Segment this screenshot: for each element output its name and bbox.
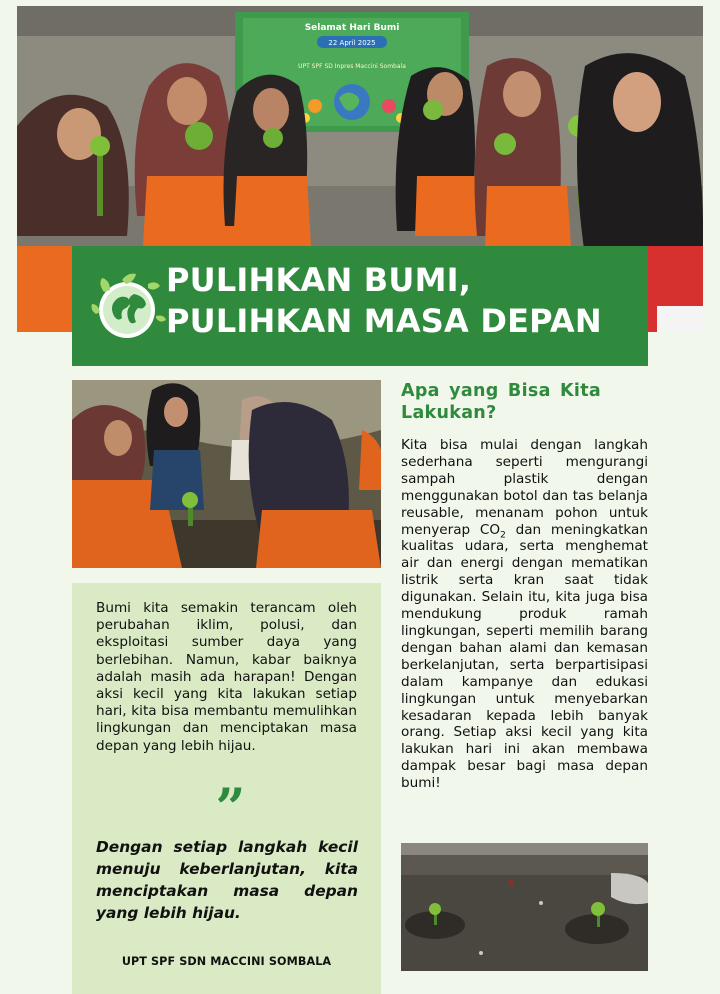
planted-seedlings-photo	[401, 843, 648, 971]
headline-banner	[72, 246, 648, 366]
actions-paragraph-part2: dan meningkatkan kualitas udara, serta menghemat air dan energi dengan mematikan listrik serta kran saat tidak digunakan. Selain itu, kita juga bisa mendukung produk ramah lingkungan, seperti memilih barang dengan bahan alami dan kemasan berkelanjutan, serta berpartisipasi dalam kampanye dan edukasi lingkungan untuk menyebarkan kesadaran kepada lebih banyak orang. Setiap aksi kecil yang kita lakukan hari ini akan membawa dampak besar bagi masa depan bumi!	[401, 521, 648, 792]
banner-date: 22 April 2025	[328, 39, 376, 47]
school-signature: UPT SPF SDN MACCINI SOMBALA	[121, 955, 332, 968]
intro-panel	[72, 583, 381, 994]
quote-icon: ”	[215, 778, 238, 839]
students-planting-photo	[72, 380, 381, 568]
quote-text: Dengan setiap langkah kecil menuju keberlanjutan, kita menciptakan masa depan yang lebih hijau.	[96, 838, 358, 922]
headline-line-2: PULIHKAN MASA DEPAN	[166, 302, 602, 340]
co2-subscript: 2	[500, 530, 506, 541]
student-4	[396, 67, 483, 236]
section-heading: Apa yang Bisa Kita Lakukan?	[401, 381, 601, 423]
headline-line-1: PULIHKAN BUMI,	[166, 261, 472, 299]
planting-student-center	[146, 383, 204, 526]
green-earth-icon	[86, 264, 168, 346]
banner-school: UPT SPF SD Inpres Maccini Sombala	[298, 63, 406, 70]
actions-paragraph	[401, 437, 648, 792]
actions-paragraph-part1: Kita bisa mulai dengan langkah sederhana seperti mengurangi sampah plastik dengan menggunakan botol dan tas belanja reusable, menanam pohon untuk menyerap CO	[401, 437, 648, 538]
intro-paragraph: Bumi kita semakin terancam oleh perubahan iklim, polusi, dan eksploitasi sumber daya yang berlebihan. Namun, kabar baiknya adalah masih ada harapan! Dengan aksi kecil yang kita lakukan setiap hari, kita bisa membantu memulihkan lingkungan dan menciptakan masa depan yang lebih hijau.	[96, 600, 357, 754]
banner-title: Selamat Hari Bumi	[304, 23, 400, 33]
student-3	[224, 75, 312, 246]
